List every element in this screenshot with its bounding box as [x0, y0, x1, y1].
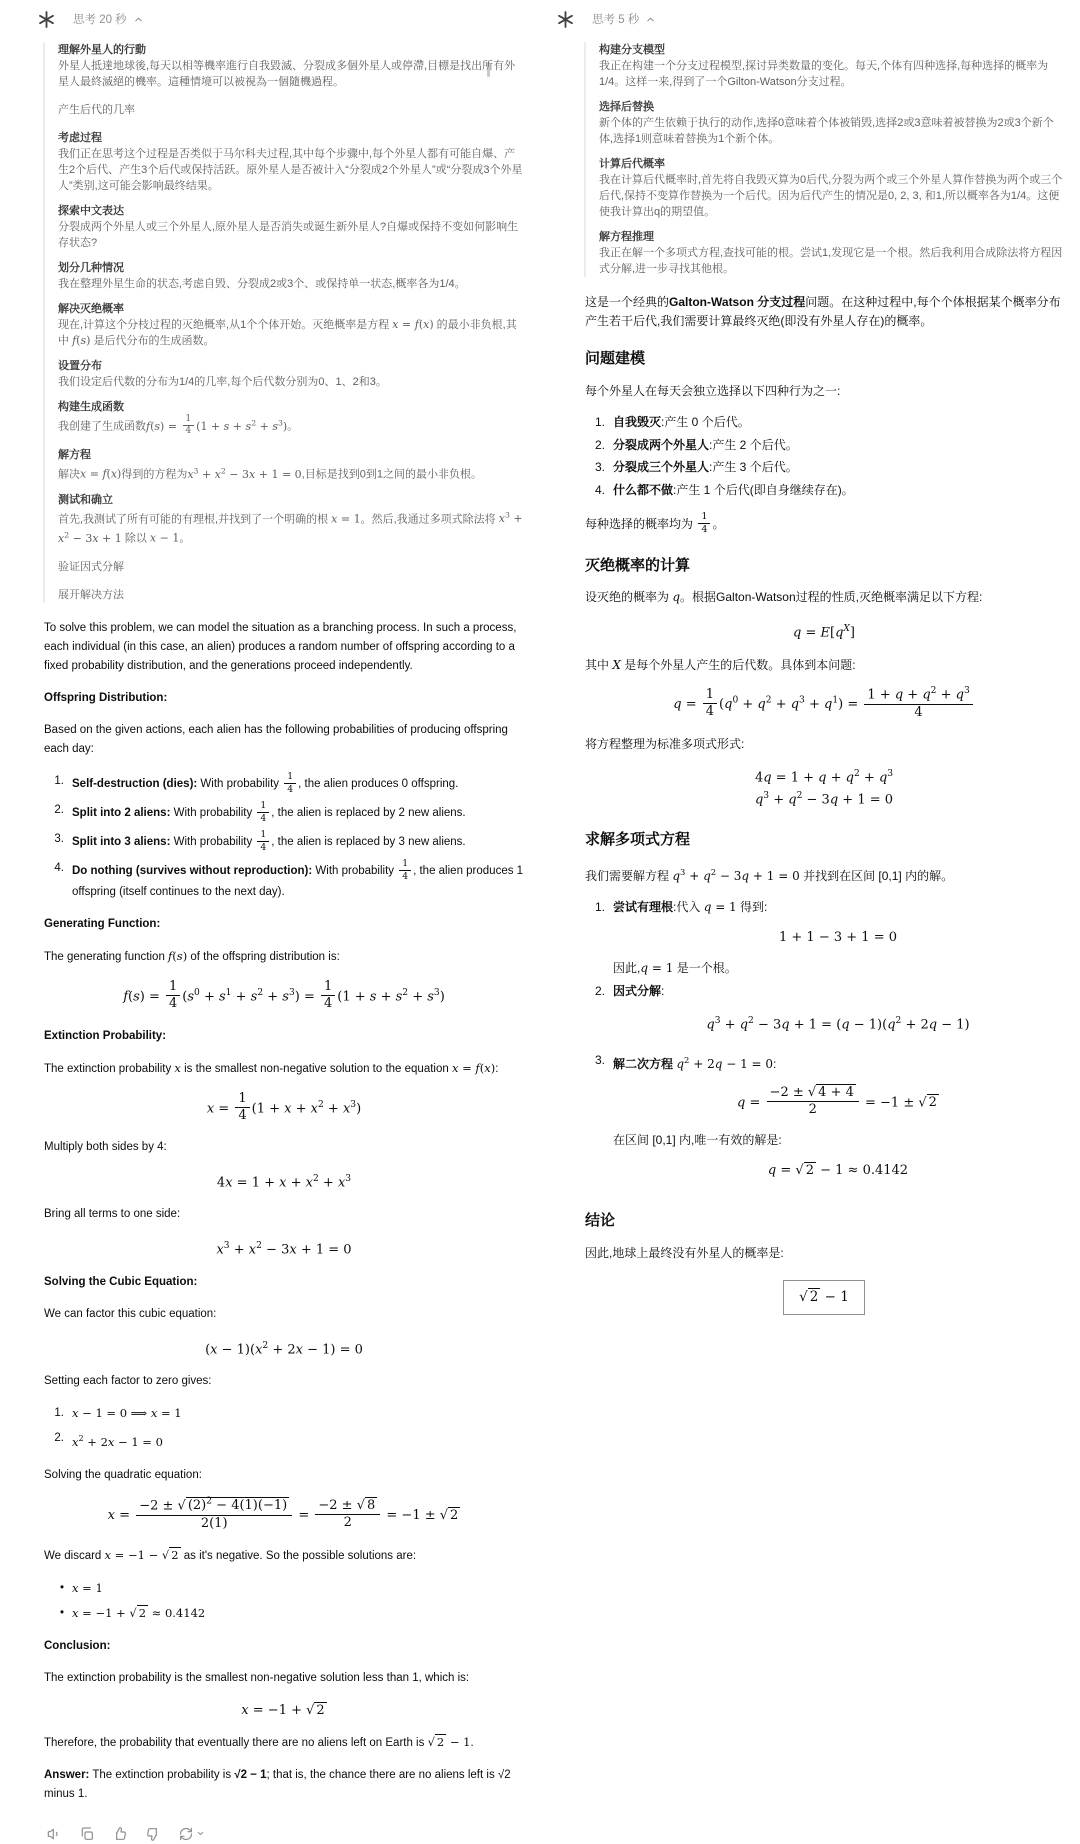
copy-icon: [79, 1826, 95, 1842]
think-section-title: 计算后代概率: [599, 158, 665, 170]
think-section: [599, 42, 1063, 90]
list-item: 1. 自我毁灭:产生 0 个后代。: [594, 415, 750, 429]
equation-quadratic-solution: q = $\frac{-2 \pm √ 4 + 4}{2}$ = −1 ± √ 2: [737, 1084, 937, 1118]
think-section-title: 考虑过程: [58, 132, 102, 144]
thinking-trace-right: [584, 42, 1063, 277]
final-answer-wrap: [585, 1280, 1063, 1315]
equation-q-expectation: $q = E[q^X]$: [793, 623, 855, 641]
final-answer-paragraph: Answer: The extinction probability is √2 − 1; that is, the chance there are no aliens left is √2 minus 1.: [44, 1768, 511, 1800]
equation-generating-function: f(s) = $\frac{1}{4}$ $(s^0 + s^1 + s^2 + s^3)$ = $\frac{1}{4}$ $(1 + s + s^2 + s^3)$: [123, 979, 445, 1012]
equation-factored: $(x - 1)(x^2 + 2x - 1) = 0$: [205, 1340, 363, 1358]
paragraph: We can factor this cubic equation:: [44, 1307, 217, 1320]
thumbs-up-button[interactable]: [110, 1824, 130, 1844]
think-section-title: 验证因式分解: [58, 561, 124, 574]
think-section-title: 产生后代的几率: [58, 104, 135, 116]
read-aloud-button[interactable]: [44, 1824, 64, 1844]
section-heading: Offspring Distribution:: [44, 692, 168, 705]
list-item: 3. Split into 3 aliens: With probability $\frac{1}{4}$ , the alien is replaced by 3 new aliens.: [54, 829, 466, 853]
section-heading-modeling: 问题建模: [585, 350, 646, 367]
paragraph: The extinction probability x is the smallest non-negative solution to the equation x = f(x):: [44, 1060, 499, 1075]
list-item: 4. Do nothing (survives without reproduction): With probability $\frac{1}{4}$ , the alien produces 1 offspring (itself continues to the next day).: [54, 858, 524, 899]
list-item: • x = −1 + √ 2 ≈ 0.4142: [59, 1605, 206, 1620]
equation-rational-root: 1 + 1 − 3 + 1 = 0: [779, 929, 897, 945]
think-section-title: 解方程: [58, 449, 91, 462]
thinking-duration-label: 思考 5 秒: [592, 14, 640, 26]
assistant-answer-right: [585, 293, 1063, 1315]
equation-q-expanded: q = $\frac{1}{4}$ $(q^0 + q^2 + q^3 + q^1)$ = $\frac{1 + q + q^2 + q^3}{4}$: [585, 687, 1063, 722]
think-section: [58, 260, 524, 292]
think-section: [58, 42, 524, 90]
list-item: 2. 因式分解: $q^3 + q^2 - 3q + 1 = (q - 1)(q^2 + 2q - 1)$: [585, 982, 1063, 1047]
paragraph: 每种选择的概率均为 $\frac{1}{4}$ 。: [585, 511, 725, 535]
thinking-duration-toggle-left[interactable]: [73, 11, 144, 27]
think-section-body: 我正在解一个多项式方程,查找可能的根。尝试1,发现它是一个根。然后我利用合成除法将方程因式分解,进一步寻找其他根。: [599, 247, 1063, 275]
message-header-left: [0, 2, 524, 36]
section-heading: Solving the Cubic Equation:: [44, 1275, 198, 1288]
think-section-title: 构建生成函数: [58, 401, 124, 413]
think-section-body: 我们设定后代数的分布为1/4的几率,每个后代数分别为0、1、2和3。: [58, 376, 387, 388]
think-section: [58, 492, 524, 547]
list-item: 1. x − 1 = 0 ⟹ x = 1: [54, 1406, 182, 1421]
think-section: [58, 447, 524, 483]
think-section-body: 首先,我测试了所有可能的有理根,并找到了一个明确的根 x = 1。然后,我通过多项式除法将 $x^3 + x^2 - 3x + 1$ 除以 x − 1。: [58, 510, 523, 546]
response-pane-right: [540, 0, 1080, 1741]
message-toolbar: [44, 1824, 524, 1844]
section-heading: Generating Function:: [44, 918, 161, 931]
thinking-duration-toggle-right[interactable]: [592, 11, 656, 27]
answer-intro-paragraph: 这是一个经典的Galton-Watson 分支过程问题。在这种过程中,每个个体根据某个概率分布产生若干后代,我们需要计算最终灭绝(即没有外星人存在)的概率。: [585, 295, 1061, 328]
step-text: 在区间 [0,1] 内,唯一有效的解是:: [613, 1133, 782, 1148]
section-heading-solve: 求解多项式方程: [585, 831, 691, 849]
think-section-title: 解决灭绝概率: [58, 303, 124, 315]
equation-cubic: $x^3 + x^2 - 3x + 1 = 0$: [216, 1241, 352, 1258]
step-text: 尝试有理根:代入 q = 1 得到:: [613, 900, 768, 915]
thumbs-down-button[interactable]: [143, 1824, 163, 1844]
think-section-body: 我正在构建一个分支过程模型,探讨异类数量的变化。每天,个体有四种选择,每种选择的概率为1/4。这样一来,得到了一个Gilton-Watson分支过程。: [599, 60, 1049, 88]
paragraph: 将方程整理为标准多项式形式:: [585, 737, 745, 752]
paragraph: 因此,地球上最终没有外星人的概率是:: [585, 1245, 784, 1260]
section-heading: Conclusion:: [44, 1639, 111, 1652]
step-text: 因此,q = 1 是一个根。: [613, 961, 737, 976]
equation-multiplied: $4x = 1 + x + x^2 + x^3$: [216, 1174, 352, 1191]
paragraph: Bring all terms to one side:: [44, 1208, 181, 1221]
think-section: [58, 358, 524, 390]
openai-logo-icon: [555, 9, 576, 30]
think-section-body: 新个体的产生依赖于执行的动作,选择0意味着个体被销毁,选择2或3意味着被替换为2或3个新个体,选择1则意味着替换为1个新个体。: [599, 117, 1054, 145]
chevron-down-icon: [196, 1829, 205, 1838]
section-heading-extinction: 灭绝概率的计算: [585, 556, 691, 574]
paragraph: Based on the given actions, each alien has the following probabilities of producing offspring each day:: [44, 724, 508, 756]
think-section-title: 划分几种情况: [58, 262, 124, 274]
message-header-right: [540, 2, 1063, 36]
paragraph: Therefore, the probability that eventually there are no aliens left on Earth is √ 2 − 1.: [44, 1734, 474, 1749]
section-heading: Extinction Probability:: [44, 1029, 167, 1042]
paragraph: 我们需要解方程 $q^3 + q^2 - 3q + 1 = 0$ 并找到在区间 [0,1] 内的解。: [585, 866, 954, 883]
think-section: [599, 156, 1063, 220]
paragraph: We discard x = −1 − √ 2 as it's negative. So the possible solutions are:: [44, 1547, 417, 1562]
think-section-title: 构建分支模型: [599, 44, 665, 56]
think-section-body: 解决x = f(x)得到的方程为$x^3 + x^2 - 3x + 1 = 0$,目标是找到0到1之间的最小非负根。: [58, 466, 482, 481]
paragraph: Solving the quadratic equation:: [44, 1468, 202, 1481]
openai-logo-icon: [36, 9, 57, 30]
equation-standard-form: $4q = 1 + q + q^2 + q^3$ $q^3 + q^2 - 3q + 1 = 0$: [754, 768, 894, 808]
boxed-final-answer: √ 2 − 1: [783, 1280, 865, 1315]
paragraph: Multiply both sides by 4:: [44, 1141, 167, 1154]
factor-list: [44, 1404, 524, 1453]
equation-conclusion: x = −1 + √ 2: [241, 1702, 325, 1718]
paragraph: 每个外星人在每天会独立选择以下四种行为之一:: [585, 383, 841, 398]
solve-steps-list: [585, 898, 1063, 1192]
list-item: 2. 分裂成两个外星人:产生 2 个后代。: [594, 437, 798, 452]
copy-button[interactable]: [77, 1824, 97, 1844]
think-section-title: 解方程推理: [599, 231, 654, 243]
thinking-duration-label: 思考 20 秒: [73, 14, 127, 26]
paragraph: The generating function f(s) of the offspring distribution is:: [44, 949, 340, 964]
think-section-body: 现在,计算这个分枝过程的灭绝概率,从1个个体开始。灭绝概率是方程 x = f(x) 的最小非负根,其中 f(s) 是后代分布的生成函数。: [58, 318, 517, 347]
answer-intro-paragraph: To solve this problem, we can model the situation as a branching process. In such a process, each individual (in this case, an alien) produces a random number of offspring according to a fixed probability distribution, and the generations proceed independently.: [44, 622, 517, 673]
offspring-list: [44, 772, 524, 902]
think-section: [58, 203, 524, 251]
assistant-answer-left: [44, 619, 524, 1844]
equation-factorization: $q^3 + q^2 - 3q + 1 = (q - 1)(q^2 + 2q - 1)$: [706, 1016, 970, 1033]
think-section-title: 设置分布: [58, 360, 102, 372]
step-text: 因式分解:: [613, 983, 665, 998]
speaker-icon: [46, 1826, 62, 1842]
paragraph: The extinction probability is the smallest non-negative solution less than 1, which is:: [44, 1671, 470, 1684]
equation-quadratic: x = $\frac{-2 \pm √ (2)^2 - 4(1)(-1)}{2(1)}$ = $\frac{-2 \pm √ 8}{2}$ = −1 ± √ 2: [107, 1496, 459, 1531]
list-item: 2. Split into 2 aliens: With probability $\frac{1}{4}$ , the alien is replaced by 2 new aliens.: [54, 800, 466, 824]
think-section-body: 外星人抵達地球後,每天以相等機率進行自我毀滅、分裂成多個外星人或停滯,目標是找出所有外星人最終滅絕的機率。這種情境可以被視為一個隨機過程。: [58, 60, 516, 88]
think-section-title: 测试和确立: [58, 493, 113, 506]
list-item: • x = 1: [59, 1580, 103, 1595]
think-section-title: 理解外星人的行動: [58, 44, 146, 56]
think-section-body: 我创建了生成函数f(s) = $\frac{1}{4}$ $(1 + s + s^2 + s^3)$。: [58, 414, 299, 437]
thumbs-down-icon: [145, 1826, 161, 1842]
equation-fixed-point: x = $\frac{1}{4}$ $(1 + x + x^2 + x^3)$: [206, 1090, 362, 1123]
list-item: 3. 解二次方程 $q^2 + 2q - 1 = 0$: q = $\frac{-2 \pm √ 4 + 4}{2}$ = −1 ± √ 2 在区间 [0,1] 内,唯一有效的解是: q = √ 2 − 1 ≈ 0.4142: [585, 1051, 1063, 1192]
paragraph: 设灭绝的概率为 q。根据Galton-Watson过程的性质,灭绝概率满足以下方程:: [585, 590, 983, 605]
chevron-up-icon: [133, 14, 144, 25]
paragraph: Setting each factor to zero gives:: [44, 1375, 212, 1388]
think-section-title: 展开解决方法: [58, 589, 124, 602]
step-text: 解二次方程 $q^2 + 2q - 1 = 0$:: [613, 1055, 777, 1072]
list-item: 4. 什么都不做:产生 1 个后代(即自身继续存在)。: [594, 482, 854, 497]
think-section: [58, 399, 524, 438]
behavior-list: [585, 413, 1063, 499]
list-item: 3. 分裂成三个外星人:产生 3 个后代。: [594, 460, 798, 474]
think-section: [58, 130, 524, 194]
think-section-title: 探索中文表达: [58, 205, 124, 217]
think-section: [599, 229, 1063, 277]
think-section: [58, 301, 524, 349]
thumbs-up-icon: [112, 1826, 128, 1842]
chevron-up-icon: [645, 14, 656, 25]
think-section-body: 我在计算后代概率时,首先将自我毁灭算为0后代,分裂为两个或三个外星人算作替换为两个或三个后代,保持不变算作替换为一个后代。因为后代产生的情况是0, 2, 3, 和1,所以概率各为1/4。这便使我计算出q的期望值。: [599, 174, 1063, 218]
think-section-body: 我在整理外星生命的状态,考虑自毁、分裂成2或3个、或保持单一状态,概率各为1/4。: [58, 278, 466, 290]
think-section-body: 我们正在思考这个过程是否类似于马尔科夫过程,其中每个步骤中,每个外星人都有可能自爆、产生2个后代、产生3个后代或保持活跃。原外星人是否被计入“分裂成2个外星人”或“分裂成3个外星人”类别,这可能会影响最终结果。: [58, 148, 523, 192]
paragraph: 其中 X 是每个外星人产生的后代数。具体到本问题:: [585, 657, 856, 672]
equation-valid-solution: q = √ 2 − 1 ≈ 0.4142: [767, 1162, 909, 1178]
list-item: 2. $x^2 + 2x - 1 = 0$: [54, 1432, 163, 1449]
section-heading-conclusion: 结论: [585, 1212, 616, 1230]
thinking-trace-left: [43, 42, 524, 603]
list-item: 1. 尝试有理根:代入 q = 1 得到: 1 + 1 − 3 + 1 = 0 因此,q = 1 是一个根。: [585, 898, 1063, 978]
think-section: [599, 99, 1063, 147]
solution-list: [44, 1579, 524, 1624]
regenerate-button[interactable]: [176, 1824, 207, 1844]
response-pane-left: [0, 0, 540, 1800]
think-section-title: 选择后替换: [599, 101, 654, 113]
think-section-body: 分裂成两个外星人或三个外星人,原外星人是否消失或诞生新外星人?自爆或保持不变如何影响生存状态?: [58, 221, 519, 249]
regenerate-icon: [178, 1826, 194, 1842]
list-item: 1. Self-destruction (dies): With probability $\frac{1}{4}$ , the alien produces 0 offspring.: [54, 771, 459, 795]
